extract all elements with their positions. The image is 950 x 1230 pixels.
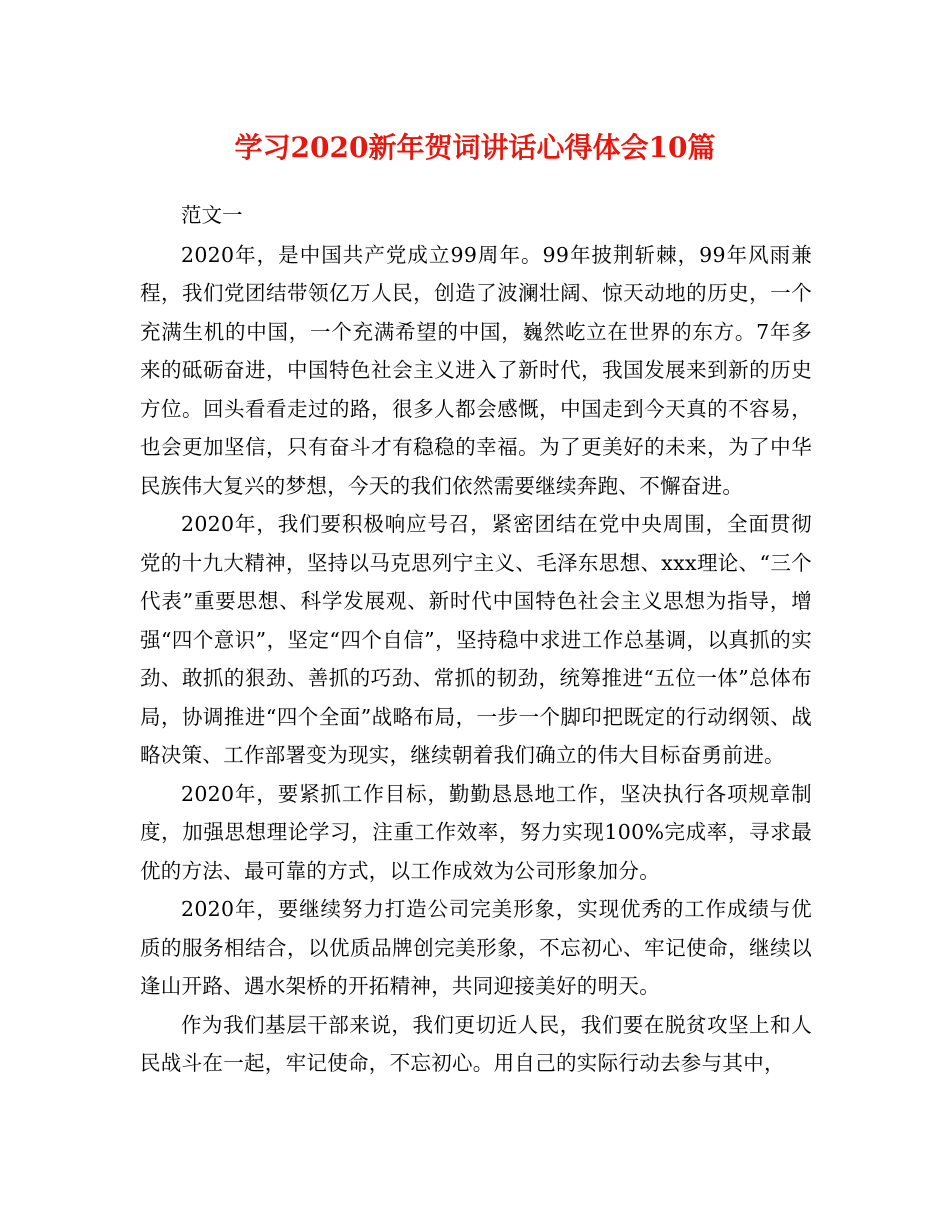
paragraph-3: 2020年，要紧抓工作目标，勤勤恳恳地工作，坚决执行各项规章制度，加强思想理论学习，注重工作效率，努力实现100%完成率，寻求最优的方法、最可靠的方式，以工作成效为公司形象加分。: [140, 781, 812, 883]
paragraph-5: 作为我们基层干部来说，我们更切近人民，我们要在脱贫攻坚上和人民战斗在一起，牢记使命，不忘初心。用自己的实际行动去参与其中，: [140, 1012, 812, 1075]
paragraph-4: 2020年，要继续努力打造公司完美形象，实现优秀的工作成绩与优质的服务相结合，以优质品牌创完美形象，不忘初心、牢记使命，继续以逢山开路、遇水架桥的开拓精神，共同迎接美好的明天。: [140, 897, 812, 998]
paragraph-1: 2020年，是中国共产党成立99周年。99年披荆斩棘，99年风雨兼程，我们党团结带领亿万人民，创造了波澜壮阔、惊天动地的历史，一个充满生机的中国，一个充满希望的中国，巍然屹立在世界的东方。7年多来的砥砺奋进，中国特色社会主义进入了新时代，我国发展来到新的历史方位。回头看看走过的路，很多人都会感慨，中国走到今天真的不容易，也会更加坚信，只有奋斗才有稳稳的幸福。为了更美好的未来，为了中华民族伟大复兴的梦想，今天的我们依然需要继续奔跑、不懈奋进。: [140, 242, 812, 498]
document-body: [140, 196, 812, 1083]
document-title: 学习2020新年贺词讲话心得体会10篇: [234, 131, 716, 164]
paragraph-2: 2020年，我们要积极响应号召，紧密团结在党中央周围，全面贯彻党的十九大精神，坚持以马克思列宁主义、毛泽东思想、xxx理论、“三个代表”重要思想、科学发展观、新时代中国特色社会主义思想为指导，增强“四个意识”，坚定“四个自信”，坚持稳中求进工作总基调，以真抓的实劲、敢抓的狠劲、善抓的巧劲、常抓的韧劲，统筹推进“五位一体”总体布局，协调推进“四个全面”战略布局，一步一个脚印把既定的行动纲领、战略决策、工作部署变为现实，继续朝着我们确立的伟大目标奋勇前进。: [140, 512, 812, 767]
section-label: 范文一: [181, 203, 243, 227]
